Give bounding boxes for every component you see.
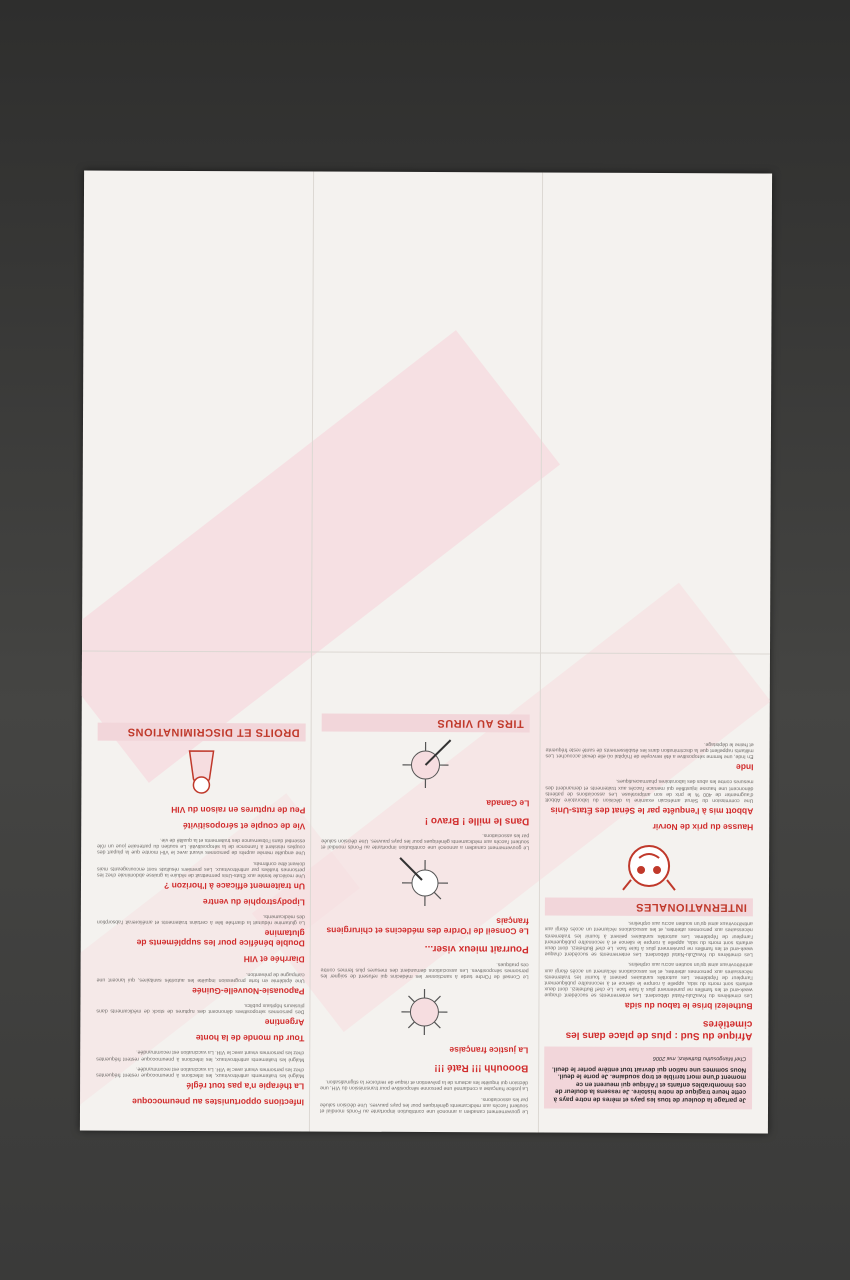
section-body: Le gouvernement canadien a annoncé une contribution importante au Fonds mondial et soutient l'accès aux médicaments génériques pour les pays pauvres. Une décision saluée par les associations. — [319, 1095, 529, 1115]
column-left — [544, 191, 756, 1116]
section-title: Vie de couple et séropositivité — [183, 820, 306, 832]
quote-box — [544, 1047, 752, 1109]
section-title: Papouasie-Nouvelle-Guinée — [192, 985, 305, 997]
column-middle — [320, 190, 532, 1115]
section-body: Malgré les traitements antirétroviraux, les infections à pneumocoque restent fréquentes chez les personnes vivant avec le VIH. La vaccination est recommandée. — [96, 1065, 305, 1079]
section-title: Hausse du prix de Norvir — [652, 821, 754, 833]
section-body: La justice française a condamné une personne séropositive pour transmission du VIH, une décision qui inquiète les acteurs de la prévention et risque de renforcer la stigmatisation. — [320, 1078, 529, 1092]
mascot-icon — [617, 838, 681, 894]
section-body: Le gouvernement canadien a annoncé une contribution importante au Fonds mondial et soutient l'accès aux médicaments génériques pour les pays pauvres. Une décision saluée par les associations. — [321, 832, 530, 851]
section-body: La glutamine réduirait la diarrhée liée à certains traitements et améliorerait l'absorption des médicaments. — [96, 913, 305, 926]
section-title: Pourrait mieux viser... — [424, 943, 529, 955]
section-subtitle: La thérapie n'a pas tout réglé — [186, 1080, 305, 1092]
section-body: Les cimetières du KwaZulu-Natal débordent. Les enterrements se succèdent chaque week-end et les familles ne parviennent plus à faire face. Le chef Buthelezi, dont deux enfants sont morts du sida, appelle à rompre le silence et à reconnaître publiquement l'ampleur de l'épidémie. Les autorités sanitaires peinent à fournir les traitements nécessaires aux personnes atteintes, et les associations réclament un accès élargi aux antirétroviraux ainsi qu'un soutien accru aux orphelins. — [544, 920, 753, 958]
quote-signature: Chef Mangosuthu Buthelezi, mai 2006 — [652, 1055, 747, 1062]
section-title: Diarrhée et VIH — [243, 954, 305, 965]
section-subtitle: Un traitement efficace à l'horizon ? — [164, 880, 305, 892]
virus-icon — [398, 856, 452, 910]
section-title: Infections opportunistes au pneumocoque — [132, 1096, 305, 1108]
section-band: TIRS AU VIRUS — [322, 713, 530, 732]
section-body: Une commission du Sénat américain examine la décision du laboratoire Abbott d'augmenter de 400 % le prix de son antiprotéase. Les associations de patients dénoncent une hausse injustifiée qui menace l'accès aux traitements et demandent des mesures contre les abus des laboratoires pharmaceutiques. — [545, 778, 754, 804]
section-title: Booouhh !!! Raté !!! — [434, 1062, 529, 1074]
virus-icon — [397, 985, 451, 1039]
section-subtitle: Buthelezi brise le tabou du sida — [624, 1001, 753, 1012]
section-body: Des personnes séropositives dénoncent des ruptures de stock de médicaments dans plusieurs hôpitaux publics. — [96, 1002, 305, 1015]
section-subtitle: Abbott mis à l'enquête par le Sénat des États-Unis — [550, 805, 754, 817]
section-title: Tour du monde de la honte — [195, 1033, 305, 1044]
virus-icon — [398, 738, 452, 792]
printed-content — [80, 171, 772, 1134]
section-body: Une molécule testée aux États-Unis permettrait de réduire la graisse abdominale chez les personnes traitées par antirétroviraux. Les premiers résultats sont encourageants mais doivent être confirmés. — [97, 859, 306, 879]
section-body: Une épidémie en forte progression inquiète les autorités sanitaires, qui lancent une campagne de prévention. — [96, 970, 305, 984]
section-body: Une enquête menée auprès de personnes vivant avec le VIH montre que la plupart des couples résistent à l'annonce de la séropositivité. Le soutien du partenaire joue un rôle essentiel dans l'observance des traitements et la qualité de vie. — [97, 836, 306, 856]
section-title: Lipodystrophie du ventre — [202, 896, 305, 908]
quote-text: Je partage la douleur de tous les pays et mères de notre pays à cette heure tragique de notre histoire. Je ressens la douleur de ces innombrables enfants et l'Afrique qui meurent en ce moment d'une mort terrible et trop soudaine. Je porte le deuil. Nous sommes une nation qui devrait tout entière porter le deuil. — [551, 1065, 747, 1104]
section-subtitle: La justice française — [449, 1045, 529, 1056]
section-body: Les cimetières du KwaZulu-Natal débordent. Les enterrements se succèdent chaque week-end et les familles ne parviennent plus à faire face. Le chef Buthelezi, dont deux enfants sont morts du sida, appelle à rompre le silence et à reconnaître publiquement l'ampleur de l'épidémie. Les autorités sanitaires peinent à fournir les traitements nécessaires aux personnes atteintes, et les associations réclament un accès élargi aux antirétroviraux ainsi qu'un soutien accru aux orphelins. — [544, 961, 753, 999]
mascot-icon — [169, 745, 233, 801]
section-body: Le Conseil de l'Ordre tarde à sanctionner les médecins qui refusent de soigner les personnes séropositives. Les associations demandent des mesures plus fermes contre ces pratiques. — [320, 960, 529, 980]
section-body: En Inde, une femme séropositive a été renvoyée de l'hôpital où elle devait accoucher. Les militants rappellent que la discrimination dans les établissements de santé reste fréquente et freine le dépistage. — [545, 740, 754, 760]
section-subtitle: Le Canada — [486, 798, 530, 809]
section-band: INTERNATIONALES — [545, 898, 753, 917]
section-subtitle: Argentine — [264, 1017, 305, 1028]
leaflet-sheet — [80, 171, 772, 1134]
section-band: DROITS ET DISCRIMINATIONS — [98, 722, 306, 741]
section-title: Dans le mille ! Bravo ! — [424, 814, 530, 827]
section-title: Afrique du Sud : plus de place dans les cimetières — [565, 1018, 753, 1042]
section-body: Malgré les traitements antirétroviraux, les infections à pneumocoque restent fréquentes chez les personnes vivant avec le VIH. La vaccination est recommandée. — [96, 1049, 305, 1063]
section-subtitle: Peu de ruptures en raison du VIH — [171, 804, 306, 816]
section-title: Inde — [735, 762, 754, 773]
section-subtitle: Double bénéfice pour les suppléments de glutamine — [136, 928, 305, 949]
column-right — [96, 189, 308, 1114]
section-subtitle: Le Conseil de l'Ordre des médecins et chirurgiens français — [326, 916, 529, 937]
